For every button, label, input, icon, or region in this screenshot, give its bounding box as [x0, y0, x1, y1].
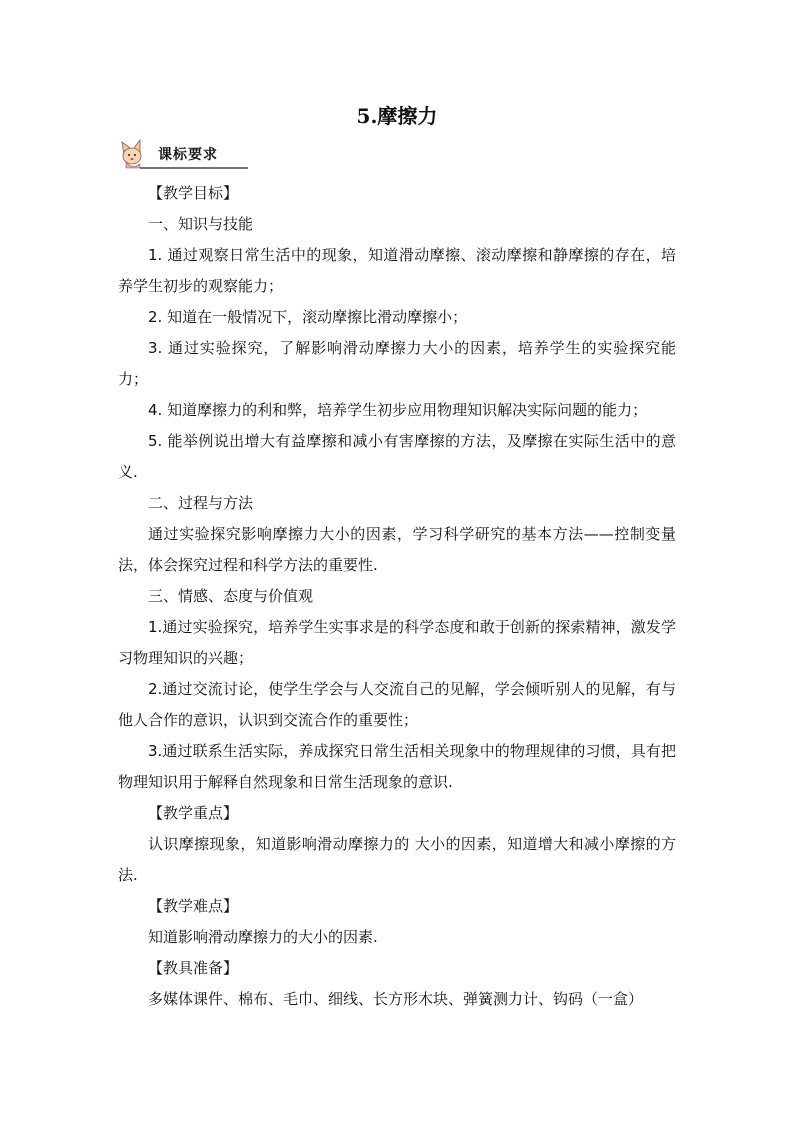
banner-label: 课标要求 [158, 147, 218, 163]
heading-teaching-aids: 【教具准备】 [148, 959, 239, 977]
paragraph: 4. 知道摩擦力的利和弊，培养学生初步应用物理知识解决实际问题的能力； [148, 401, 648, 419]
subheading-knowledge-skills: 一、知识与技能 [148, 215, 254, 233]
paragraph: 5. 能举例说出增大有益摩擦和减小有害摩擦的方法，及摩擦在实际生活中的意义. [118, 432, 676, 481]
paragraph: 3.通过联系生活实际，养成探究日常生活相关现象中的物理规律的习惯，具有把物理知识用于解释自然现象和日常生活现象的意识. [118, 742, 676, 791]
heading-key-points: 【教学重点】 [148, 804, 239, 822]
paragraph: 1. 通过观察日常生活中的现象，知道滑动摩擦、滚动摩擦和静摩擦的存在，培养学生初步的观察能力； [118, 246, 676, 295]
paragraph: 知道影响滑动摩擦力的大小的因素. [148, 928, 378, 946]
document-body [118, 178, 676, 1015]
paragraph: 2.通过交流讨论，使学生学会与人交流自己的见解，学会倾听别人的见解，有与他人合作的意识，认识到交流合作的重要性； [118, 680, 676, 729]
heading-teaching-goals: 【教学目标】 [148, 184, 239, 202]
paragraph: 2. 知道在一般情况下，滚动摩擦比滑动摩擦小； [148, 308, 468, 326]
paragraph: 3. 通过实验探究，了解影响滑动摩擦力大小的因素，培养学生的实验探究能力； [118, 339, 676, 388]
paragraph: 多媒体课件、棉布、毛巾、细线、长方形木块、弹簧测力计、钩码（一盒） [148, 990, 644, 1008]
paragraph: 认识摩擦现象，知道影响滑动摩擦力的 大小的因素，知道增大和减小摩擦的方法. [118, 835, 676, 884]
subheading-process-methods: 二、过程与方法 [148, 494, 254, 512]
paragraph: 1.通过实验探究，培养学生实事求是的科学态度和敢于创新的探索精神，激发学习物理知识的兴趣； [118, 618, 676, 667]
heading-difficulties: 【教学难点】 [148, 897, 239, 915]
page-title: 5.摩擦力 [356, 104, 438, 128]
subheading-emotion-values: 三、情感、态度与价值观 [148, 587, 314, 605]
section-banner [118, 138, 248, 170]
paragraph: 通过实验探究影响摩擦力大小的因素，学习科学研究的基本方法——控制变量法，体会探究过程和科学方法的重要性. [118, 525, 676, 574]
